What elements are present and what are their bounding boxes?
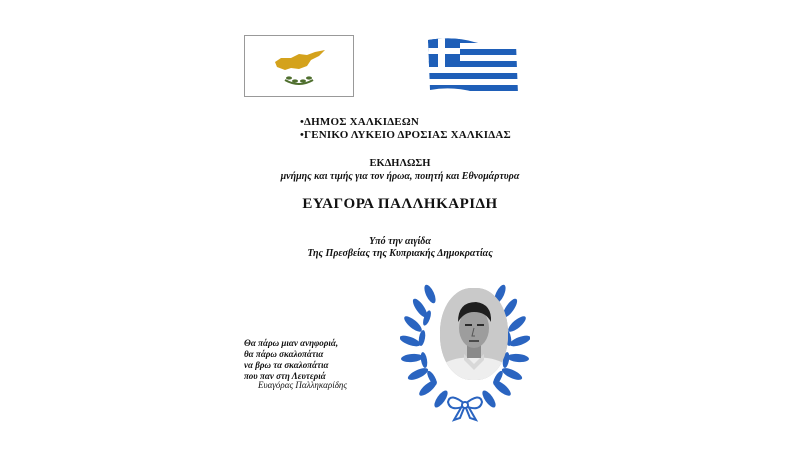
poem-author: Ευαγόρας Παλληκαρίδης — [258, 380, 347, 390]
cyprus-flag-icon — [244, 35, 354, 97]
poem-line-4: που παν στη Λευτεριά — [244, 371, 326, 381]
poem-line-3: να βρω τα σκαλοπάτια — [244, 360, 329, 370]
organizer-line-1: •ΔΗΜΟΣ ΧΑΛΚΙΔΕΩΝ — [300, 116, 419, 128]
aegis-line-1: Υπό την αιγίδα — [369, 236, 431, 247]
hero-portrait — [440, 288, 508, 380]
event-subtitle: μνήμης και τιμής για τον ήρωα, ποιητή και Εθνομάρτυρα — [280, 171, 520, 182]
greek-flag-icon — [424, 36, 520, 98]
poem-line-2: θα πάρω σκαλοπάτια — [244, 349, 324, 359]
aegis-line-2: Της Πρεσβείας της Κυπριακής Δημοκρατίας — [307, 248, 493, 259]
event-title: ΕΚΔΗΛΩΣΗ — [369, 158, 431, 169]
organizer-line-2: •ΓΕΝΙΚΟ ΛΥΚΕΙΟ ΔΡΟΣΙΑΣ ΧΑΛΚΙΔΑΣ — [300, 129, 511, 141]
poem-line-1: Θα πάρω μιαν ανηφοριά, — [244, 338, 339, 348]
hero-name: ΕΥΑΓΟΡΑ ΠΑΛΛΗΚΑΡΙΔΗ — [302, 196, 498, 212]
